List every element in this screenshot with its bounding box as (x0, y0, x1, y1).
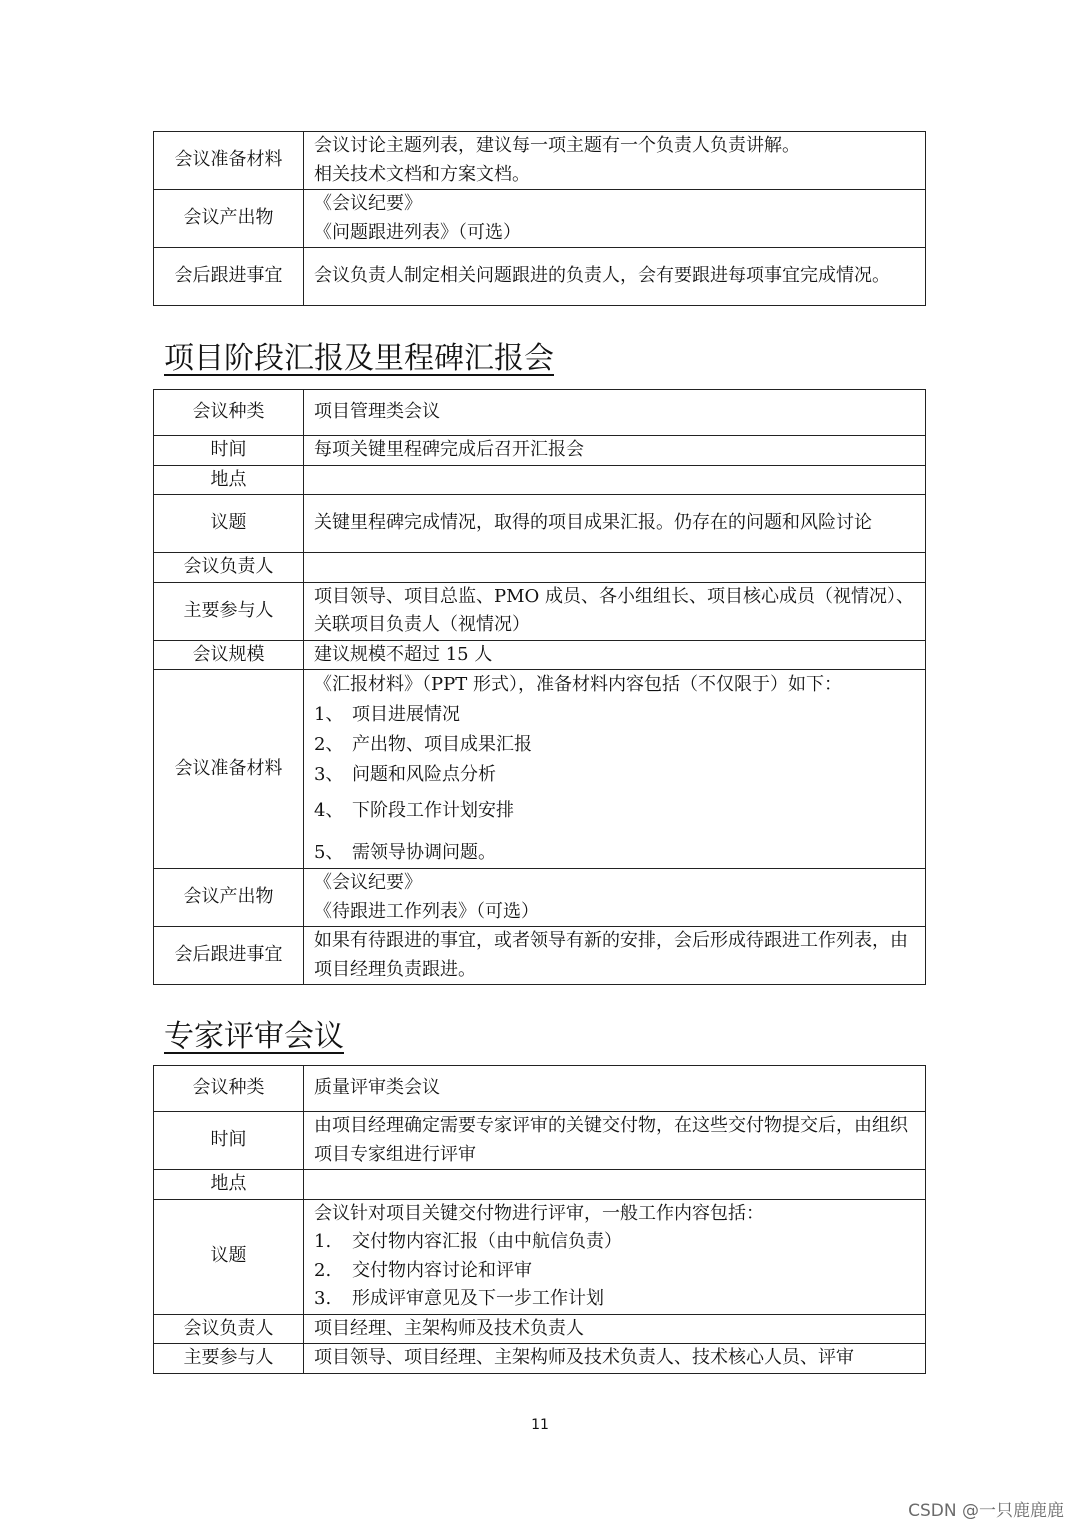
content-line: 会议讨论主题列表，建议每一项主题有一个负责人负责讲解。 (314, 135, 800, 156)
section-title-milestone: 项目阶段汇报及里程碑汇报会 (164, 341, 554, 376)
list-text: 交付物内容讨论和评审 (352, 1259, 532, 1281)
row-label: 地点 (154, 1170, 304, 1200)
section-title-expert: 专家评审会议 (164, 1019, 344, 1054)
table-row (154, 465, 926, 495)
content-line: 《会议纪要》 (314, 193, 422, 214)
row-label: 主要参与人 (154, 582, 304, 640)
row-label: 会议负责人 (154, 1314, 304, 1344)
content-line: 《会议纪要》 (314, 872, 422, 893)
content-intro: 《汇报材料》（PPT 形式），准备材料内容包括（不仅限于）如下： (314, 674, 842, 695)
list-text: 形成评审意见及下一步工作计划 (352, 1288, 604, 1309)
table-row (154, 582, 926, 640)
top-table (153, 131, 926, 306)
list-item (314, 760, 917, 790)
table-row (154, 1066, 926, 1112)
row-label: 会后跟进事宜 (154, 248, 304, 306)
list-number: 2、 (314, 734, 344, 755)
row-content: 项目领导、项目总监、PMO 成员、各小组组长、项目核心成员（视情况）、关联项目负责人（视情况） (304, 582, 926, 640)
table-row (154, 1112, 926, 1170)
row-label: 时间 (154, 1112, 304, 1170)
table-row (154, 1314, 926, 1344)
list-item (314, 700, 917, 730)
content-intro: 会议针对项目关键交付物进行评审，一般工作内容包括： (314, 1202, 764, 1224)
table-row (154, 1170, 926, 1200)
table-row (154, 132, 926, 190)
milestone-table (153, 389, 926, 985)
content-line: 《问题跟进列表》（可选） (314, 221, 521, 243)
page-number: 11 (531, 1417, 549, 1433)
row-content: 建议规模不超过 15 人 (304, 640, 926, 670)
table-row (154, 1344, 926, 1374)
list-text: 产出物、项目成果汇报 (352, 734, 532, 755)
list-text: 交付物内容汇报（由中航信负责） (352, 1231, 622, 1252)
list-number: 3. (314, 1288, 332, 1309)
row-label: 会议准备材料 (154, 670, 304, 869)
list-item (314, 1228, 917, 1257)
row-content: 由项目经理确定需要专家评审的关键交付物，在这些交付物提交后，由组织项目专家组进行评审 (304, 1112, 926, 1170)
row-label: 议题 (154, 1199, 304, 1314)
table-row (154, 927, 926, 985)
row-label: 会议规模 (154, 640, 304, 670)
list-item (314, 796, 917, 826)
row-content (304, 553, 926, 583)
row-label: 会议种类 (154, 1066, 304, 1112)
row-content: 项目经理、主架构师及技术负责人 (304, 1314, 926, 1344)
table-row (154, 1199, 926, 1314)
row-label: 地点 (154, 465, 304, 495)
table-row (154, 436, 926, 466)
row-content (304, 132, 926, 190)
list-item (314, 730, 917, 760)
list-number: 3、 (314, 764, 344, 785)
row-content (304, 1199, 926, 1314)
row-content (304, 1170, 926, 1200)
row-content: 每项关键里程碑完成后召开汇报会 (304, 436, 926, 466)
table-row (154, 495, 926, 553)
row-label: 会议产出物 (154, 190, 304, 248)
expert-table (153, 1065, 926, 1374)
row-label: 会议负责人 (154, 553, 304, 583)
list-item (314, 1257, 917, 1286)
list-item (314, 1285, 917, 1314)
row-content: 关键里程碑完成情况，取得的项目成果汇报。仍存在的问题和风险讨论 (304, 495, 926, 553)
list-text: 项目进展情况 (352, 704, 460, 725)
row-label: 时间 (154, 436, 304, 466)
row-content: 项目管理类会议 (304, 390, 926, 436)
list-number: 4、 (314, 800, 344, 821)
table-row (154, 390, 926, 436)
table-row (154, 248, 926, 306)
content-text: 会议负责人制定相关问题跟进的负责人，会有要跟进每项事宜完成情况。 (314, 265, 890, 287)
row-label: 议题 (154, 495, 304, 553)
row-content (304, 248, 926, 306)
row-content (304, 465, 926, 495)
list-text: 需领导协调问题。 (352, 842, 496, 863)
list-number: 5、 (314, 842, 344, 863)
table-row (154, 670, 926, 869)
table-row (154, 869, 926, 927)
row-content (304, 670, 926, 869)
row-label: 会议准备材料 (154, 132, 304, 190)
row-content: 如果有待跟进的事宜，或者领导有新的安排，会后形成待跟进工作列表，由项目经理负责跟进。 (304, 927, 926, 985)
row-content (304, 190, 926, 248)
list-number: 1、 (314, 704, 344, 725)
table-row (154, 553, 926, 583)
row-content (304, 869, 926, 927)
list-number: 2. (314, 1259, 332, 1281)
list-item (314, 838, 917, 868)
list-text: 问题和风险点分析 (352, 764, 496, 785)
row-label: 主要参与人 (154, 1344, 304, 1374)
list-text: 下阶段工作计划安排 (352, 800, 514, 821)
content-line: 相关技术文档和方案文档。 (314, 163, 530, 185)
watermark: CSDN @一只鹿鹿鹿 (908, 1501, 1064, 1521)
row-content: 质量评审类会议 (304, 1066, 926, 1112)
content-line: 《待跟进工作列表》（可选） (314, 900, 539, 922)
table-row (154, 190, 926, 248)
row-label: 会后跟进事宜 (154, 927, 304, 985)
row-label: 会议种类 (154, 390, 304, 436)
table-row (154, 640, 926, 670)
row-label: 会议产出物 (154, 869, 304, 927)
row-content: 项目领导、项目经理、主架构师及技术负责人、技术核心人员、评审 (304, 1344, 926, 1374)
list-number: 1. (314, 1231, 332, 1252)
